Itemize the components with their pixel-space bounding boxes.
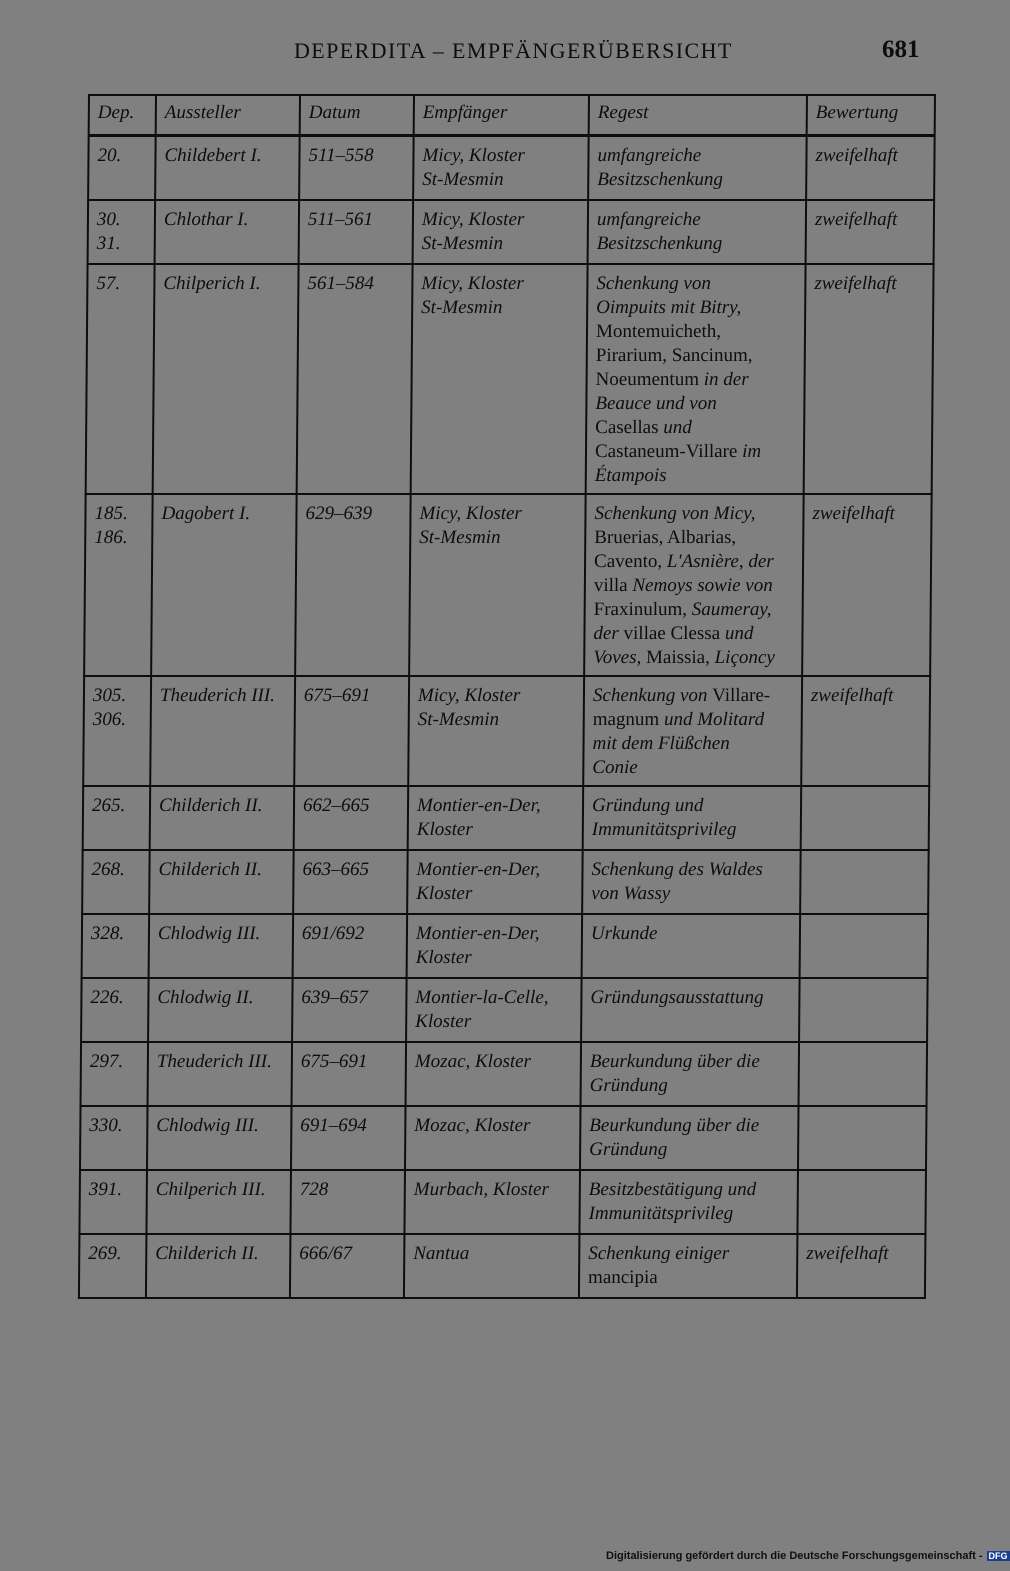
regest-segment: Schenkung von (592, 684, 713, 706)
regest-line (593, 708, 793, 732)
dep-number: 269. (88, 1242, 122, 1264)
datum-value: 629–639 (305, 502, 373, 524)
empfaenger-line: Micy, Kloster (419, 502, 522, 524)
aussteller-cell (155, 136, 300, 200)
regest-segment: Oimpuits mit Bitry, (596, 296, 742, 318)
regest-line (593, 684, 793, 708)
aussteller-name: Theuderich III. (159, 684, 276, 706)
bewertung-cell (797, 1234, 926, 1298)
datum-value: 728 (299, 1178, 329, 1200)
aussteller-name: Chlodwig III. (156, 1114, 259, 1136)
regest-cell (581, 1042, 800, 1106)
datum-value: 662–665 (302, 794, 370, 816)
regest-segment: und (663, 416, 692, 438)
regest-segment: Gründung und (591, 794, 704, 816)
dep-cell (82, 914, 150, 978)
regest-cell (580, 1106, 799, 1170)
bewertung-cell (801, 786, 930, 850)
empfaenger-line: St-Mesmin (417, 708, 500, 730)
empfaenger-line: St-Mesmin (421, 296, 503, 318)
empfaenger-line: Nantua (413, 1242, 470, 1264)
regest-segment: Castaneum-Villare (594, 440, 743, 462)
datum-value: 639–657 (301, 986, 369, 1008)
dep-cell (79, 1170, 147, 1234)
regest-segment: L'Asnière, der (666, 550, 774, 572)
regest-line (596, 272, 796, 296)
bewertung-value: zweifelhaft (815, 145, 898, 166)
bewertung-cell (799, 978, 928, 1042)
datum-value: 675–691 (300, 1050, 368, 1072)
bewertung-cell (801, 676, 930, 786)
regest-cell (586, 264, 806, 494)
regest-segment: Urkunde (590, 922, 658, 944)
regest-segment: Beauce und von (595, 392, 717, 414)
regest-cell (582, 850, 801, 914)
empfaenger-line: Murbach, Kloster (413, 1178, 550, 1200)
regest-line (594, 574, 794, 598)
dep-cell (80, 1106, 148, 1170)
empfaenger-line: Micy, Kloster (422, 145, 525, 166)
empfaenger-cell (408, 676, 584, 786)
regest-line (590, 986, 790, 1010)
regest-cell (588, 200, 807, 264)
aussteller-cell (148, 1042, 293, 1106)
regest-line (595, 464, 795, 488)
empfaenger-line: Montier-en-Der, (416, 794, 541, 816)
regest-segment: Gründung (589, 1074, 668, 1096)
dep-number: 185. (94, 502, 128, 524)
empfaenger-line: St-Mesmin (421, 232, 504, 254)
page-header (0, 38, 1000, 68)
aussteller-cell (150, 786, 295, 850)
regest-segment: Nemoys sowie von (632, 574, 773, 596)
empfaenger-line: Kloster (415, 1010, 472, 1032)
dep-cell (81, 978, 149, 1042)
bewertung-value: zweifelhaft (806, 1242, 889, 1264)
regest-line (595, 392, 795, 416)
dep-number: 268. (91, 858, 125, 880)
aussteller-name: Chlothar I. (163, 208, 249, 230)
aussteller-name: Theuderich III. (156, 1050, 273, 1072)
aussteller-cell (155, 200, 300, 264)
aussteller-name: Chlodwig II. (157, 986, 254, 1008)
header-row (89, 95, 935, 136)
regest-segment: Besitzschenkung (596, 232, 723, 254)
table-row (83, 786, 930, 850)
regest-segment: Gründung (589, 1138, 668, 1160)
dep-number: 297. (89, 1050, 124, 1072)
regest-line (592, 732, 792, 756)
table-row (80, 1106, 927, 1170)
regest-segment: mancipia (588, 1266, 658, 1288)
regest-segment: in der (703, 368, 749, 390)
datum-value: 663–665 (302, 858, 370, 880)
regest-segment: Beurkundung über die (589, 1050, 760, 1072)
bewertung-cell (797, 1170, 926, 1234)
regest-line (588, 1266, 788, 1290)
empfaenger-cell (409, 494, 586, 676)
register-table (78, 94, 936, 1299)
credit-text: Digitalisierung gefördert durch die Deutsche Forschungsgemeinschaft - (606, 1550, 983, 1562)
table-row (81, 978, 928, 1042)
dep-cell (79, 1234, 147, 1298)
regest-segment: im (742, 440, 762, 462)
regest-line (593, 622, 793, 646)
regest-segment: Schenkung des Waldes (591, 858, 763, 880)
regest-segment: villae Clessa (623, 622, 725, 644)
aussteller-cell (148, 978, 293, 1042)
regest-segment: magnum (592, 708, 665, 730)
datum-cell (290, 1170, 405, 1234)
table-row (86, 264, 934, 494)
regest-segment: von Wassy (591, 882, 671, 904)
regest-segment: Liçoncy (714, 646, 775, 668)
regest-cell (579, 1170, 798, 1234)
empfaenger-line: Mozac, Kloster (414, 1050, 532, 1072)
regest-segment: Maissia, (645, 646, 715, 668)
datum-value: 561–584 (307, 272, 375, 294)
table-row (88, 136, 935, 200)
empfaenger-line: Micy, Kloster (421, 208, 525, 230)
aussteller-name: Chilperich III. (155, 1178, 266, 1200)
bewertung-cell (806, 200, 935, 264)
aussteller-cell (150, 676, 295, 786)
regest-segment: Schenkung von Micy, (594, 502, 756, 524)
regest-segment: Villare- (712, 684, 771, 706)
datum-cell (297, 264, 413, 494)
empfaenger-line: Mozac, Kloster (414, 1114, 531, 1136)
empfaenger-line: Micy, Kloster (417, 684, 521, 706)
empfaenger-cell (406, 1042, 582, 1106)
running-title: DEPERDITA – EMPFÄNGERÜBERSICHT (294, 38, 733, 63)
empfaenger-line: Kloster (416, 882, 473, 904)
dep-cell (83, 786, 151, 850)
regest-line (589, 1202, 789, 1226)
dep-number: 328. (90, 922, 125, 944)
regest-segment: Montemuicheth, (595, 320, 722, 342)
datum-value: 675–691 (303, 684, 371, 706)
regest-segment: Beurkundung über die (589, 1114, 760, 1136)
empfaenger-line: Montier-en-Der, (415, 922, 540, 944)
empfaenger-line: Micy, Kloster (421, 272, 524, 294)
table-body (79, 136, 935, 1298)
datum-cell (293, 850, 408, 914)
datum-value: 691/692 (301, 922, 365, 944)
dep-cell (88, 200, 156, 264)
aussteller-cell (151, 494, 297, 676)
empfaenger-cell (407, 850, 583, 914)
regest-line (591, 922, 791, 946)
empfaenger-cell (404, 1234, 580, 1298)
aussteller-cell (153, 264, 299, 494)
regest-line (597, 208, 797, 232)
table-row (84, 494, 932, 676)
dep-number: 57. (96, 272, 121, 294)
empfaenger-cell (405, 1106, 581, 1170)
aussteller-cell (147, 1106, 292, 1170)
aussteller-cell (146, 1234, 291, 1298)
empfaenger-cell (407, 914, 583, 978)
dep-cell (84, 494, 153, 676)
regest-line (596, 320, 796, 344)
regest-cell (579, 1234, 798, 1298)
regest-segment: Casellas (595, 416, 664, 438)
aussteller-cell (149, 850, 294, 914)
regest-line (594, 502, 794, 526)
dep-number: 265. (91, 794, 126, 816)
regest-cell (583, 786, 802, 850)
regest-segment: Immunitätsprivileg (588, 1202, 734, 1224)
column-header-dep: Dep. (89, 95, 156, 136)
empfaenger-line: St-Mesmin (419, 526, 501, 548)
regest-segment: und Molitard (663, 708, 765, 730)
aussteller-name: Childerich II. (155, 1242, 259, 1264)
regest-line (597, 144, 797, 168)
regest-segment: Schenkung einiger (588, 1242, 730, 1264)
dep-number: 186. (94, 526, 128, 548)
table-row (88, 200, 935, 264)
regest-segment: mit dem Flüßchen (592, 732, 730, 754)
dep-cell (82, 850, 150, 914)
digitization-credit (606, 1550, 1010, 1562)
regest-segment: Saumeray, (691, 598, 772, 620)
regest-line (596, 368, 796, 392)
regest-line (590, 1074, 790, 1098)
aussteller-name: Dagobert I. (161, 502, 251, 524)
regest-line (597, 168, 797, 192)
table-row (82, 850, 929, 914)
dep-number: 306. (92, 708, 127, 730)
regest-segment: Immunitätsprivileg (591, 818, 737, 840)
bewertung-value: zweifelhaft (814, 208, 898, 230)
regest-line (596, 296, 796, 320)
regest-segment: Noeumentum (595, 368, 704, 390)
column-header-aussteller: Aussteller (156, 95, 300, 136)
empfaenger-line: Kloster (416, 818, 473, 840)
datum-cell (299, 200, 414, 264)
regest-segment: Cavento, (593, 550, 668, 572)
regest-line (591, 858, 791, 882)
dep-number: 305. (92, 684, 127, 706)
column-header-datum: Datum (300, 95, 414, 136)
regest-line (592, 818, 792, 842)
regest-segment: Gründungsausstattung (590, 986, 764, 1008)
regest-segment: umfangreiche (597, 145, 702, 166)
column-header-regest: Regest (589, 95, 807, 136)
aussteller-name: Childerich II. (158, 794, 263, 816)
datum-value: 691–694 (300, 1114, 367, 1136)
dep-number: 391. (88, 1178, 123, 1200)
regest-line (592, 756, 792, 780)
empfaenger-cell (413, 200, 589, 264)
aussteller-cell (146, 1170, 291, 1234)
bewertung-cell (799, 1042, 928, 1106)
regest-segment: Schenkung von (596, 272, 711, 294)
regest-line (591, 882, 791, 906)
datum-cell (293, 914, 408, 978)
bewertung-cell (804, 264, 934, 494)
regest-segment: Pirarium, Sancinum, (595, 344, 753, 366)
regest-line (597, 232, 797, 256)
table-row (83, 676, 930, 786)
empfaenger-cell (408, 786, 584, 850)
regest-line (588, 1242, 788, 1266)
regest-line (595, 440, 795, 464)
dfg-logo: DFG (988, 1551, 1008, 1562)
aussteller-cell (149, 914, 294, 978)
dep-number: 30. (96, 208, 121, 230)
regest-line (589, 1178, 789, 1202)
page-number: 681 (882, 36, 920, 63)
regest-segment: der (593, 622, 624, 644)
aussteller-name: Childebert I. (164, 145, 262, 166)
datum-value: 511–558 (308, 145, 374, 166)
regest-segment: Conie (592, 756, 638, 778)
regest-segment: Étampois (594, 464, 667, 486)
datum-cell (294, 786, 409, 850)
datum-cell (292, 978, 407, 1042)
regest-line (590, 1050, 790, 1074)
regest-segment: Fraxinulum, (593, 598, 692, 620)
dep-cell (81, 1042, 149, 1106)
bewertung-value: zweifelhaft (814, 272, 897, 294)
regest-cell (588, 136, 807, 200)
table-header (89, 95, 935, 136)
dep-cell (86, 264, 155, 494)
dep-cell (88, 136, 156, 200)
regest-segment: und (724, 622, 754, 644)
regest-cell (584, 494, 804, 676)
regest-segment: Besitzschenkung (597, 169, 723, 190)
aussteller-name: Chlodwig III. (157, 922, 261, 944)
datum-value: 511–561 (307, 208, 374, 230)
datum-cell (295, 494, 411, 676)
bewertung-cell (806, 136, 935, 200)
bewertung-value: zweifelhaft (810, 684, 894, 706)
regest-line (594, 550, 794, 574)
dep-number: 330. (89, 1114, 123, 1136)
regest-line (592, 794, 792, 818)
regest-cell (581, 978, 800, 1042)
column-header-empfaenger: Empfänger (414, 95, 589, 136)
bewertung-cell (800, 850, 929, 914)
column-header-bewertung: Bewertung (807, 95, 935, 136)
table-row (82, 914, 929, 978)
regest-segment: Voves, (593, 646, 647, 668)
empfaenger-cell (404, 1170, 580, 1234)
datum-cell (290, 1234, 405, 1298)
regest-segment: Besitzbestätigung und (588, 1178, 757, 1200)
empfaenger-cell (411, 264, 588, 494)
bewertung-cell (800, 914, 929, 978)
datum-value: 666/67 (299, 1242, 353, 1264)
bewertung-cell (802, 494, 932, 676)
regest-cell (583, 676, 802, 786)
dep-cell (83, 676, 151, 786)
datum-cell (291, 1106, 406, 1170)
table-row (79, 1234, 926, 1298)
dep-number: 226. (90, 986, 124, 1008)
table-row (79, 1170, 926, 1234)
regest-line (593, 646, 793, 670)
regest-segment: Bruerias, Albarias, (594, 526, 737, 548)
aussteller-name: Childerich II. (158, 858, 263, 880)
aussteller-name: Chilperich I. (163, 272, 261, 294)
bewertung-cell (798, 1106, 927, 1170)
regest-line (589, 1114, 789, 1138)
empfaenger-line: St-Mesmin (422, 169, 504, 190)
register-table-wrapper (78, 94, 934, 1299)
dep-number: 31. (96, 232, 121, 254)
datum-cell (299, 136, 414, 200)
datum-cell (294, 676, 409, 786)
empfaenger-line: Kloster (415, 946, 472, 968)
regest-line (594, 598, 794, 622)
dep-number: 20. (97, 145, 122, 166)
regest-line (589, 1138, 789, 1162)
empfaenger-cell (406, 978, 582, 1042)
datum-cell (292, 1042, 407, 1106)
regest-segment: villa (593, 574, 633, 596)
regest-line (596, 344, 796, 368)
regest-line (595, 416, 795, 440)
regest-line (594, 526, 794, 550)
bewertung-value: zweifelhaft (812, 502, 895, 524)
regest-segment: umfangreiche (596, 208, 701, 230)
regest-cell (582, 914, 801, 978)
empfaenger-line: Montier-la-Celle, (415, 986, 549, 1008)
table-row (81, 1042, 928, 1106)
empfaenger-line: Montier-en-Der, (416, 858, 541, 880)
empfaenger-cell (413, 136, 589, 200)
